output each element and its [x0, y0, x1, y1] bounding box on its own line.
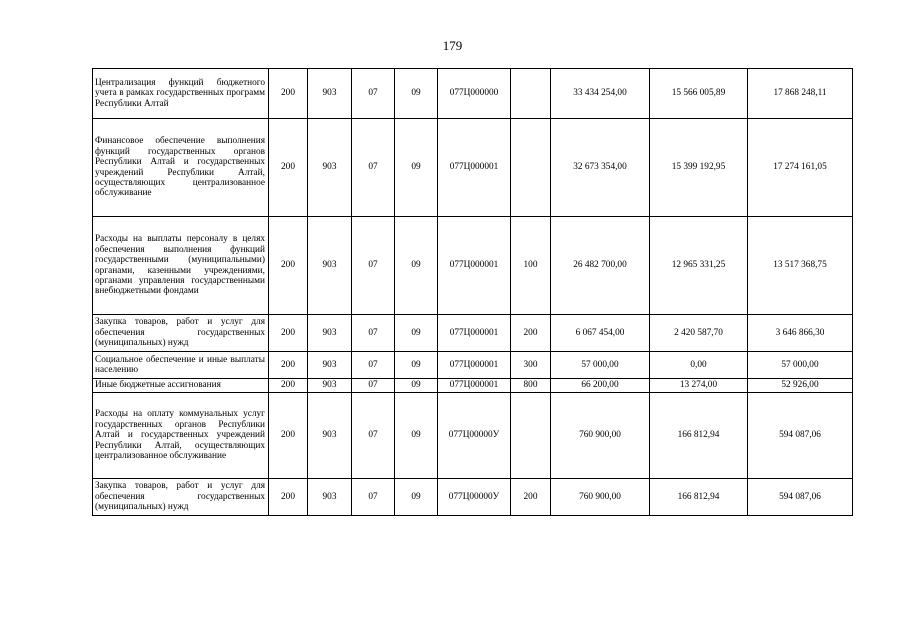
csr-cell: 077Ц000001	[438, 119, 511, 217]
vr-cell	[511, 69, 551, 119]
grbs-cell: 200	[269, 315, 308, 352]
sum3-cell: 594 087,06	[748, 393, 853, 479]
table-row	[93, 119, 853, 217]
page-number: 179	[442, 38, 463, 53]
vr-cell: 100	[511, 217, 551, 315]
razdel-cell: 07	[352, 393, 395, 479]
sum2-cell: 15 566 005,89	[650, 69, 748, 119]
table-row	[93, 69, 853, 119]
razdel-cell: 07	[352, 379, 395, 393]
table-row	[93, 315, 853, 352]
vr-cell	[511, 119, 551, 217]
vr-cell: 200	[511, 479, 551, 516]
razdel-cell: 07	[352, 315, 395, 352]
grbs-cell: 200	[269, 69, 308, 119]
sum1-cell: 33 434 254,00	[551, 69, 650, 119]
csr-cell: 077Ц00000У	[438, 393, 511, 479]
grbs-cell: 200	[269, 119, 308, 217]
table-row	[93, 479, 853, 516]
grbs-cell: 200	[269, 217, 308, 315]
podrazdel-cell: 09	[395, 217, 438, 315]
razdel-cell: 07	[352, 217, 395, 315]
razdel-cell: 07	[352, 69, 395, 119]
sum2-cell: 13 274,00	[650, 379, 748, 393]
table-row	[93, 217, 853, 315]
vedomstvo-cell: 903	[308, 352, 352, 379]
row-name-cell: Закупка товаров, работ и услуг для обеспечения государственных (муниципальных) нужд	[93, 315, 269, 352]
sum3-cell: 17 274 161,05	[748, 119, 853, 217]
grbs-cell: 200	[269, 379, 308, 393]
row-name-cell: Централизация функций бюджетного учета в рамках государственных программ Республики Алтай	[93, 69, 269, 119]
podrazdel-cell: 09	[395, 69, 438, 119]
csr-cell: 077Ц000000	[438, 69, 511, 119]
row-name-cell: Расходы на оплату коммунальных услуг государственных органов Республики Алтай и государственных учреждений Республики Алтай, осуществляющих централизованное обслуживание	[93, 393, 269, 479]
csr-cell: 077Ц000001	[438, 352, 511, 379]
podrazdel-cell: 09	[395, 315, 438, 352]
row-name-cell: Закупка товаров, работ и услуг для обеспечения государственных (муниципальных) нужд	[93, 479, 269, 516]
vedomstvo-cell: 903	[308, 379, 352, 393]
sum2-cell: 12 965 331,25	[650, 217, 748, 315]
sum2-cell: 166 812,94	[650, 393, 748, 479]
podrazdel-cell: 09	[395, 393, 438, 479]
sum3-cell: 52 926,00	[748, 379, 853, 393]
row-name-cell: Расходы на выплаты персоналу в целях обеспечения выполнения функций государственными (муниципальными) органами, казенными учреждениями, органами управления государственными внебюджетными фондами	[93, 217, 269, 315]
sum1-cell: 57 000,00	[551, 352, 650, 379]
vedomstvo-cell: 903	[308, 479, 352, 516]
csr-cell: 077Ц000001	[438, 315, 511, 352]
csr-cell: 077Ц000001	[438, 217, 511, 315]
table-row	[93, 379, 853, 393]
sum1-cell: 6 067 454,00	[551, 315, 650, 352]
razdel-cell: 07	[352, 352, 395, 379]
vr-cell: 800	[511, 379, 551, 393]
csr-cell: 077Ц00000У	[438, 479, 511, 516]
grbs-cell: 200	[269, 352, 308, 379]
vedomstvo-cell: 903	[308, 393, 352, 479]
podrazdel-cell: 09	[395, 352, 438, 379]
razdel-cell: 07	[352, 119, 395, 217]
vedomstvo-cell: 903	[308, 315, 352, 352]
table-row	[93, 393, 853, 479]
podrazdel-cell: 09	[395, 119, 438, 217]
vr-cell	[511, 393, 551, 479]
sum2-cell: 2 420 587,70	[650, 315, 748, 352]
sum1-cell: 760 900,00	[551, 479, 650, 516]
podrazdel-cell: 09	[395, 379, 438, 393]
row-name-cell: Иные бюджетные ассигнования	[93, 379, 269, 393]
sum2-cell: 15 399 192,95	[650, 119, 748, 217]
sum3-cell: 57 000,00	[748, 352, 853, 379]
sum1-cell: 32 673 354,00	[551, 119, 650, 217]
vr-cell: 200	[511, 315, 551, 352]
row-name-cell: Социальное обеспечение и иные выплаты населению	[93, 352, 269, 379]
vedomstvo-cell: 903	[308, 119, 352, 217]
sum3-cell: 17 868 248,11	[748, 69, 853, 119]
vedomstvo-cell: 903	[308, 217, 352, 315]
sum2-cell: 166 812,94	[650, 479, 748, 516]
podrazdel-cell: 09	[395, 479, 438, 516]
budget-table	[92, 68, 853, 516]
razdel-cell: 07	[352, 479, 395, 516]
sum3-cell: 13 517 368,75	[748, 217, 853, 315]
row-name-cell: Финансовое обеспечение выполнения функций государственных органов Республики Алтай и государственных учреждений Республики Алтай, осуществляющих централизованное обслуживание	[93, 119, 269, 217]
sum1-cell: 66 200,00	[551, 379, 650, 393]
table-row	[93, 352, 853, 379]
grbs-cell: 200	[269, 393, 308, 479]
vedomstvo-cell: 903	[308, 69, 352, 119]
sum3-cell: 594 087,06	[748, 479, 853, 516]
csr-cell: 077Ц000001	[438, 379, 511, 393]
sum1-cell: 760 900,00	[551, 393, 650, 479]
grbs-cell: 200	[269, 479, 308, 516]
sum2-cell: 0,00	[650, 352, 748, 379]
sum3-cell: 3 646 866,30	[748, 315, 853, 352]
sum1-cell: 26 482 700,00	[551, 217, 650, 315]
vr-cell: 300	[511, 352, 551, 379]
